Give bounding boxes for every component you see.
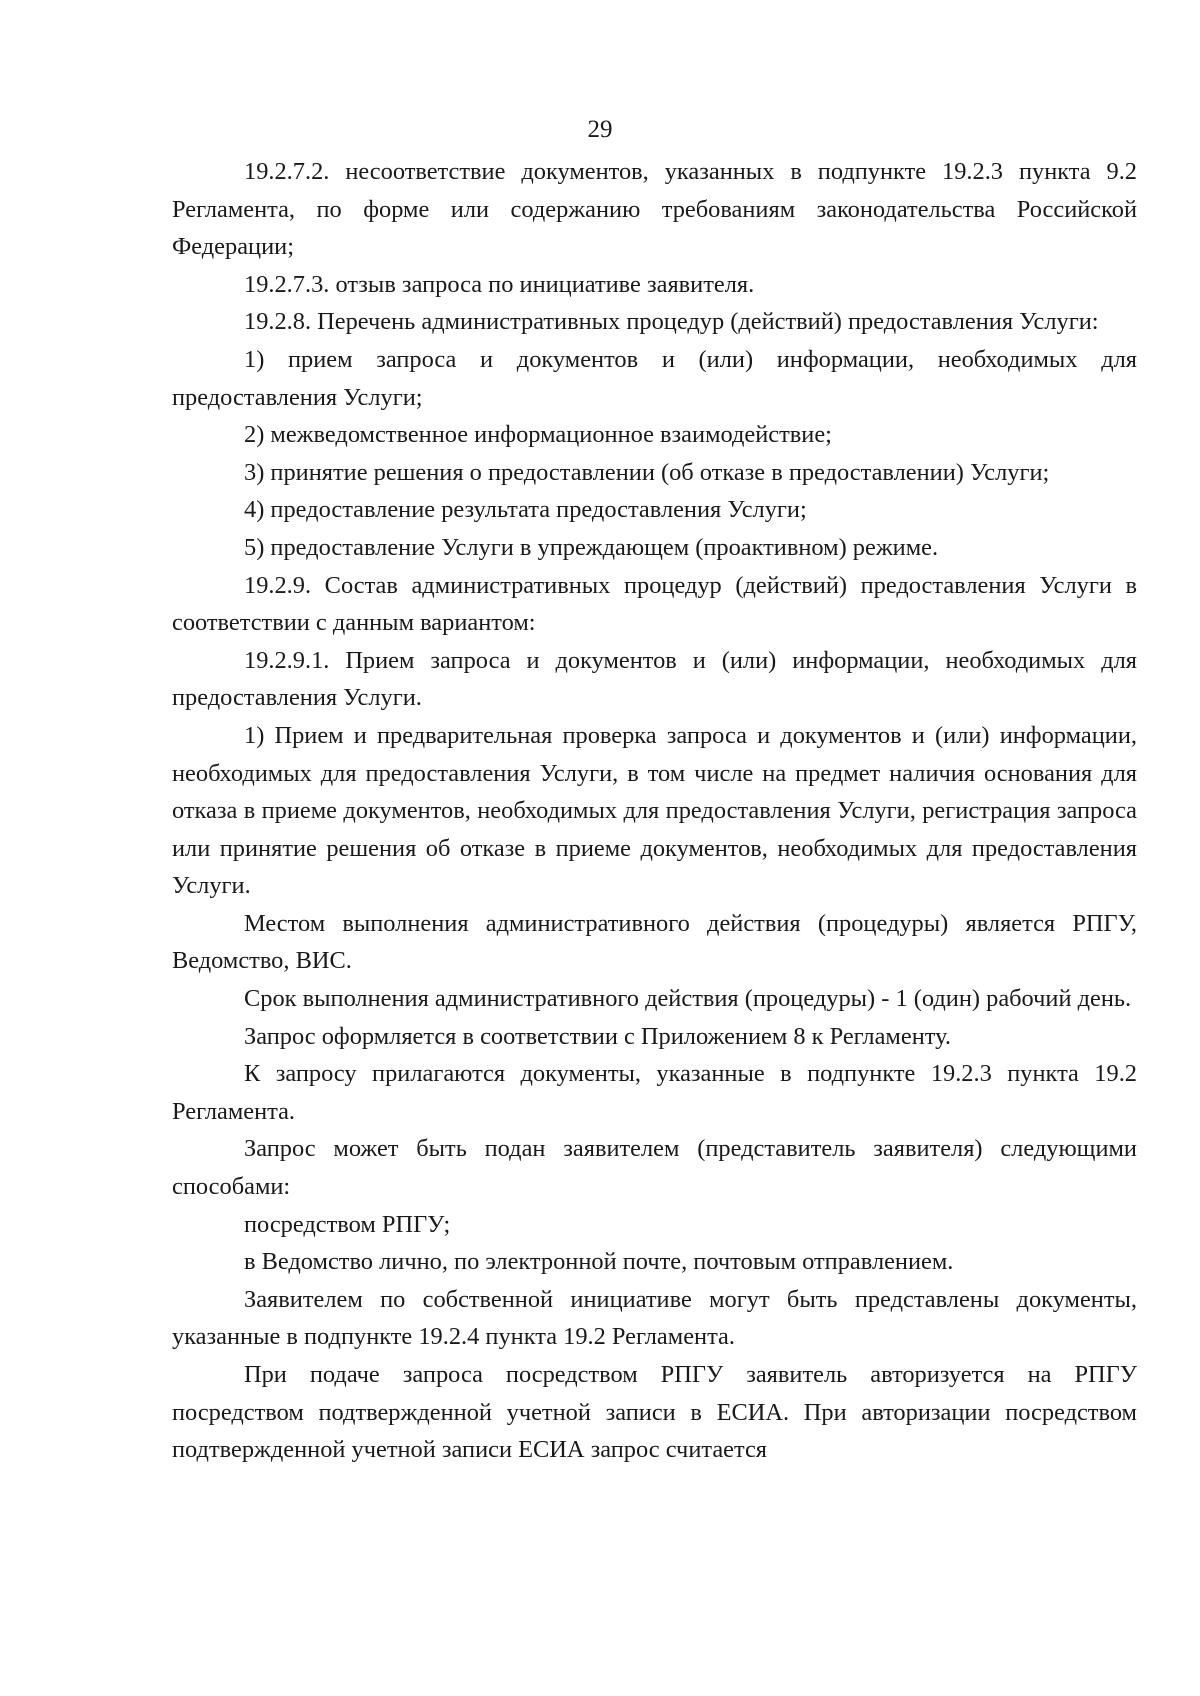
paragraph-submission-methods: Запрос может быть подан заявителем (представитель заявителя) следующими способами: xyxy=(172,1135,1137,1201)
paragraph-procedure-1: 1) Прием и предварительная проверка запроса и документов и (или) информации, необходимых для предоставления Услуги, в том числе на предмет наличия основания для отказа в приеме документов, необходимых для предоставления Услуги, регистрация запроса или принятие решения об отказе в приеме документов, необходимых для предоставления Услуги. xyxy=(172,721,1137,900)
paragraph-method-rpgu: посредством РПГУ; xyxy=(244,1210,451,1238)
document-body xyxy=(172,153,1137,1469)
paragraph-esia-auth: При подаче запроса посредством РПГУ заявитель авторизуется на РПГУ посредством подтвержденной учетной записи в ЕСИА. При авторизации посредством подтвержденной учетной записи ЕСИА запрос считается xyxy=(172,1361,1137,1464)
paragraph-request-form: Запрос оформляется в соответствии с Приложением 8 к Регламенту. xyxy=(244,1022,951,1050)
paragraph-19-2-7-2: 19.2.7.2. несоответствие документов, указанных в подпункте 19.2.3 пункта 9.2 Регламента, по форме или содержанию требованиям законодательства Российской Федерации; xyxy=(172,158,1137,261)
page-number: 29 xyxy=(587,116,613,143)
paragraph-place: Местом выполнения административного действия (процедуры) является РПГУ, Ведомство, ВИС. xyxy=(172,909,1137,975)
paragraph-19-2-9: 19.2.9. Состав административных процедур (действий) предоставления Услуги в соответствии с данным вариантом: xyxy=(172,571,1137,637)
list-item-3: 3) принятие решения о предоставлении (об отказе в предоставлении) Услуги; xyxy=(244,458,1050,486)
list-item-1: 1) прием запроса и документов и (или) информации, необходимых для предоставления Услуги; xyxy=(172,345,1137,411)
paragraph-19-2-7-3: 19.2.7.3. отзыв запроса по инициативе заявителя. xyxy=(244,270,755,298)
paragraph-19-2-8: 19.2.8. Перечень административных процедур (действий) предоставления Услуги: xyxy=(244,308,1099,336)
paragraph-term: Срок выполнения административного действия (процедуры) - 1 (один) рабочий день. xyxy=(244,985,1132,1013)
paragraph-19-2-9-1: 19.2.9.1. Прием запроса и документов и (или) информации, необходимых для предоставления Услуги. xyxy=(172,646,1137,712)
paragraph-attachments: К запросу прилагаются документы, указанные в подпункте 19.2.3 пункта 19.2 Регламента. xyxy=(172,1060,1137,1125)
list-item-4: 4) предоставление результата предоставления Услуги; xyxy=(244,496,807,524)
list-item-5: 5) предоставление Услуги в упреждающем (проактивном) режиме. xyxy=(244,533,939,561)
paragraph-method-office: в Ведомство лично, по электронной почте, почтовым отправлением. xyxy=(244,1248,954,1276)
list-item-2: 2) межведомственное информационное взаимодействие; xyxy=(244,421,832,449)
paragraph-own-initiative: Заявителем по собственной инициативе могут быть представлены документы, указанные в подпункте 19.2.4 пункта 19.2 Регламента. xyxy=(172,1285,1137,1351)
